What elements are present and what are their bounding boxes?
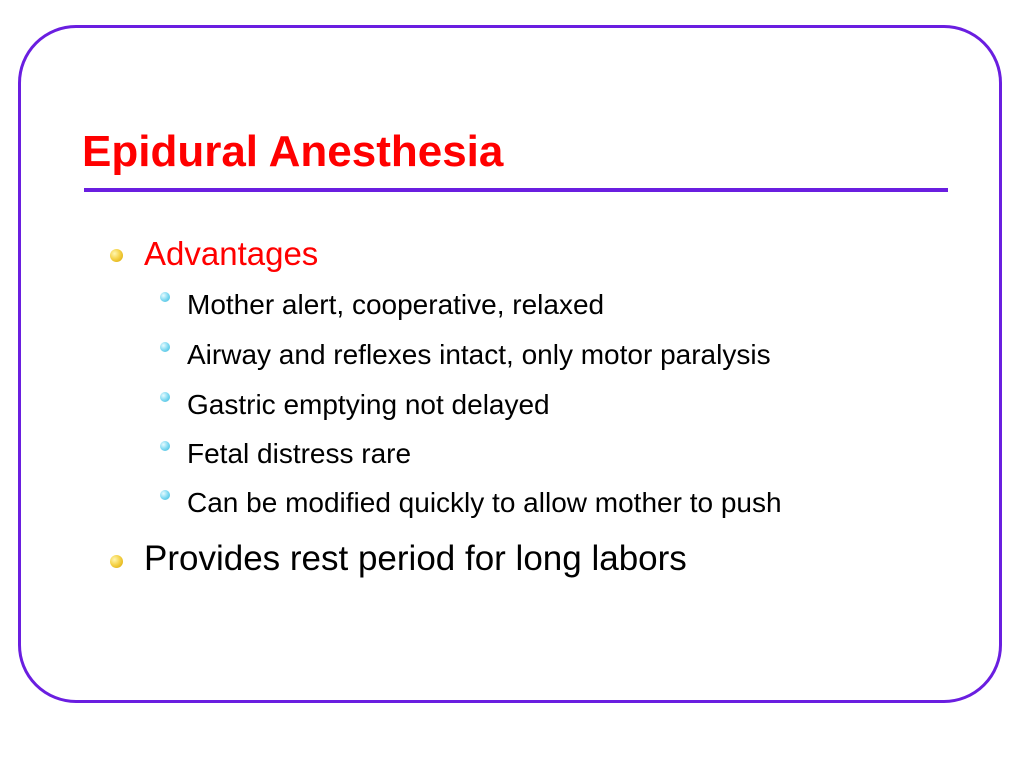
sub-bullet-text: Airway and reflexes intact, only motor paralysis xyxy=(187,339,771,370)
sub-bullet-text: Can be modified quickly to allow mother to push xyxy=(187,487,782,518)
blue-dot-bullet-icon xyxy=(160,292,170,302)
blue-dot-bullet-icon xyxy=(160,490,170,500)
blue-dot-bullet-icon xyxy=(160,342,170,352)
blue-dot-bullet-icon xyxy=(160,392,170,402)
sub-bullet-text: Gastric emptying not delayed xyxy=(187,389,550,420)
slide-title: Epidural Anesthesia xyxy=(82,127,504,176)
yellow-dot-bullet-icon xyxy=(110,249,123,262)
blue-dot-bullet-icon xyxy=(160,441,170,451)
sub-bullet-text: Fetal distress rare xyxy=(187,438,412,469)
sub-bullet-text: Mother alert, cooperative, relaxed xyxy=(187,289,605,320)
yellow-dot-bullet-icon xyxy=(110,555,123,568)
bullet-text-rest-period: Provides rest period for long labors xyxy=(144,539,687,578)
bullet-text-advantages: Advantages xyxy=(144,235,319,272)
